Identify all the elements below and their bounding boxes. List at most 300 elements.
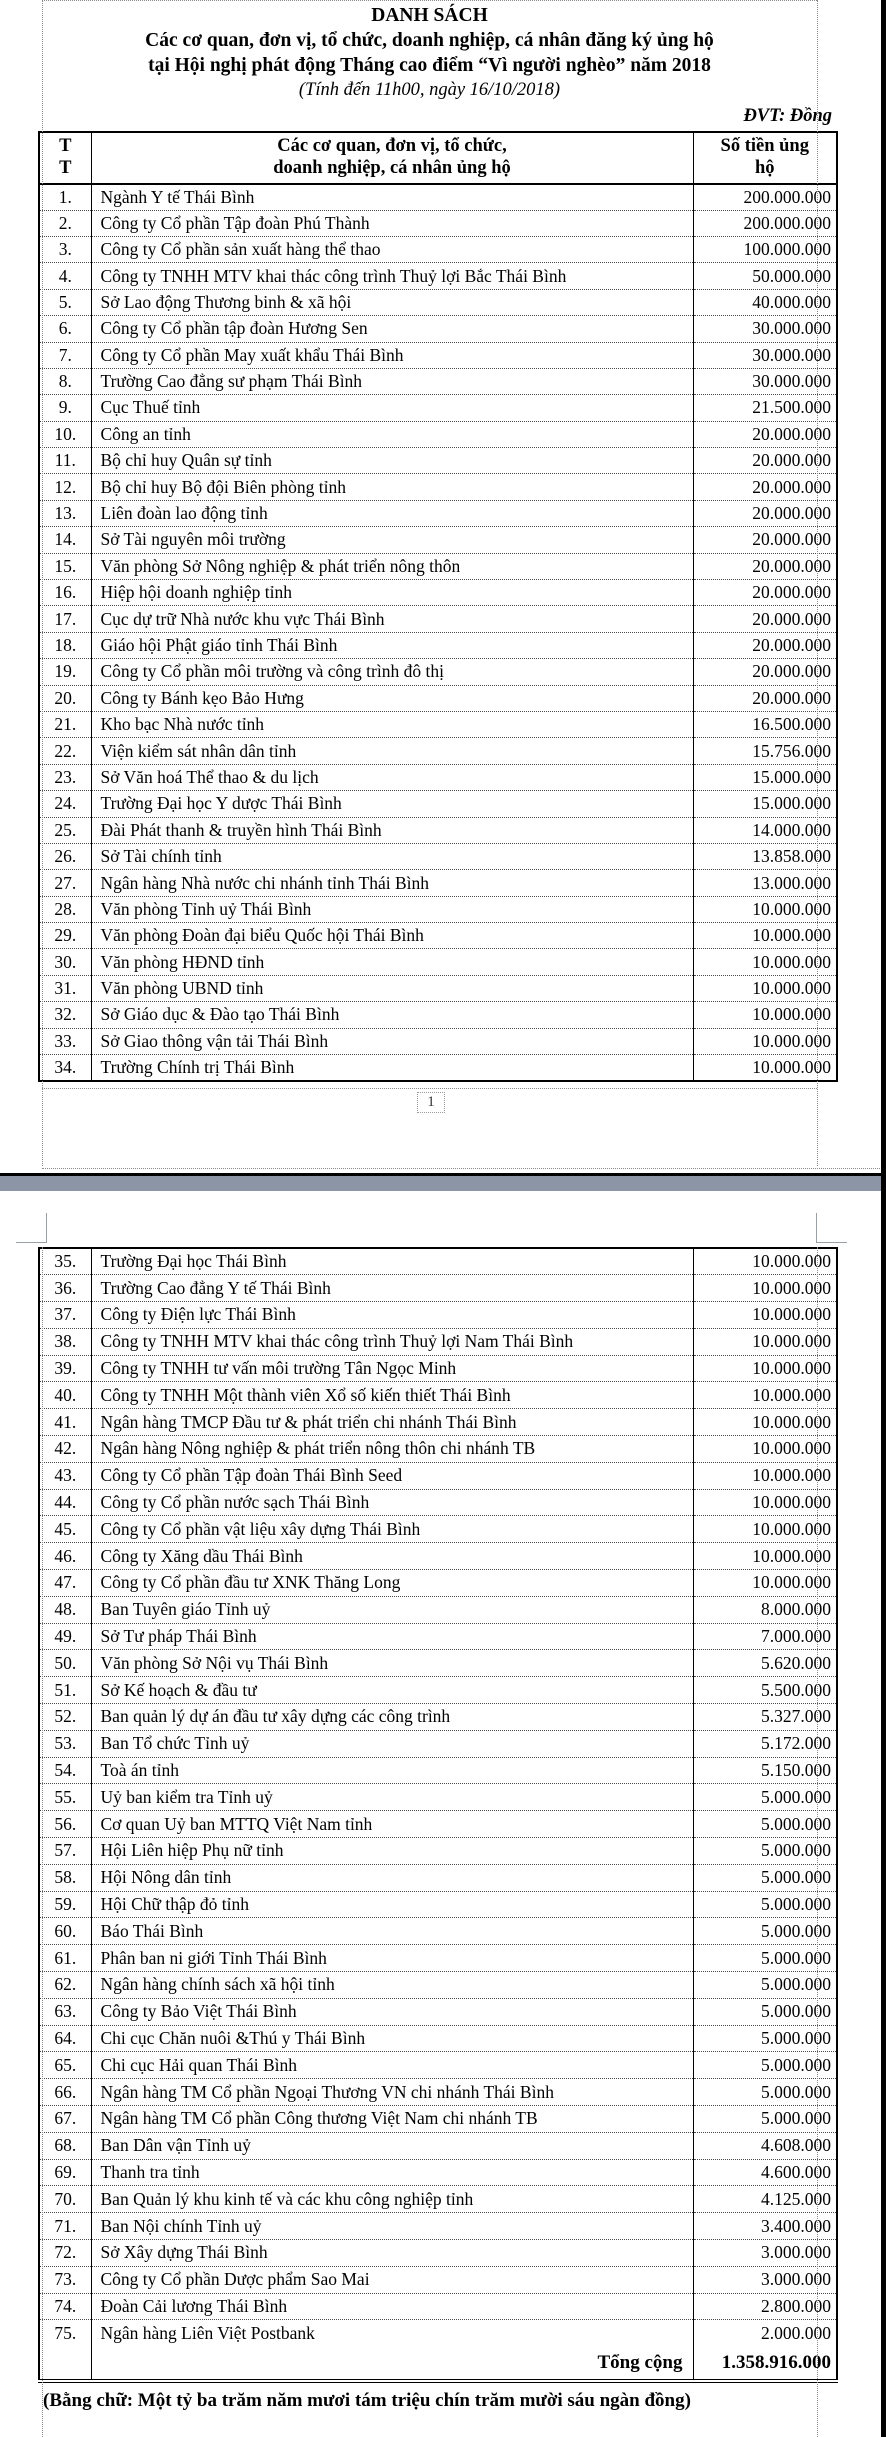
row-donor-name: Ngành Y tế Thái Bình [91,184,693,210]
table-row [39,289,837,315]
row-number: 75. [39,2320,91,2347]
row-amount: 16.500.000 [693,711,837,737]
row-amount: 5.620.000 [693,1650,837,1677]
table-row [39,1462,837,1489]
row-donor-name: Công ty Cổ phần vật liệu xây dựng Thái Bình [91,1516,693,1543]
row-donor-name: Công ty TNHH MTV khai thác công trình Thuỷ lợi Bắc Thái Bình [91,263,693,289]
table-row [39,1355,837,1382]
row-amount: 10.000.000 [693,1462,837,1489]
row-number: 3. [39,236,91,262]
text-boundary-right [817,0,818,1166]
row-number: 9. [39,395,91,421]
row-donor-name: Kho bạc Nhà nước tỉnh [91,711,693,737]
row-donor-name: Công ty Cổ phần môi trường và công trình đô thị [91,659,693,685]
row-donor-name: Uỷ ban kiểm tra Tỉnh uỷ [91,1784,693,1811]
table-row [39,2159,837,2186]
table-row [39,1650,837,1677]
row-donor-name: Ban Nội chính Tỉnh uỷ [91,2213,693,2240]
row-donor-name: Công ty TNHH Một thành viên Xổ số kiến thiết Thái Bình [91,1382,693,1409]
table-row [39,1998,837,2025]
row-number: 47. [39,1570,91,1597]
row-number: 32. [39,1002,91,1028]
row-amount: 2.000.000 [693,2320,837,2347]
row-donor-name: Liên đoàn lao động tỉnh [91,500,693,526]
row-amount: 10.000.000 [693,1055,837,1081]
row-number: 56. [39,1811,91,1838]
table-row [39,2266,837,2293]
table-row [39,1248,837,1275]
row-amount: 5.000.000 [693,2052,837,2079]
table-row [39,1677,837,1704]
table-row [39,843,837,869]
table-row [39,791,837,817]
table-row [39,1570,837,1597]
row-number: 12. [39,474,91,500]
row-donor-name: Văn phòng Sở Nông nghiệp & phát triển nông thôn [91,553,693,579]
row-amount: 5.000.000 [693,1998,837,2025]
crop-mark-left-vertical [46,1213,47,1243]
row-number: 34. [39,1055,91,1081]
row-number: 73. [39,2266,91,2293]
row-donor-name: Ban Tổ chức Tỉnh uỷ [91,1730,693,1757]
row-donor-name: Viện kiểm sát nhân dân tỉnh [91,738,693,764]
row-number: 2. [39,210,91,236]
row-number: 48. [39,1596,91,1623]
row-number: 74. [39,2293,91,2320]
row-donor-name: Phân ban ni giới Tỉnh Thái Bình [91,1945,693,1972]
table-row [39,896,837,922]
row-donor-name: Công ty Cổ phần tập đoàn Hương Sen [91,316,693,342]
row-number: 18. [39,632,91,658]
table-row [39,764,837,790]
document-title-block [42,3,817,103]
row-number: 38. [39,1328,91,1355]
row-donor-name: Cục Thuế tỉnh [91,395,693,421]
row-donor-name: Công ty Bánh kẹo Bảo Hưng [91,685,693,711]
row-number: 58. [39,1864,91,1891]
row-donor-name: Ban quản lý dự án đầu tư xây dựng các công trình [91,1704,693,1731]
total-amount: 1.358.916.000 [693,2347,837,2381]
row-donor-name: Ngân hàng Nông nghiệp & phát triển nông thôn chi nhánh TB [91,1436,693,1463]
header-stt: T T [39,132,91,184]
row-number: 5. [39,289,91,315]
row-amount: 4.608.000 [693,2132,837,2159]
row-number: 49. [39,1623,91,1650]
table-row [39,1028,837,1054]
row-donor-name: Bộ chỉ huy Quân sự tỉnh [91,448,693,474]
row-amount: 10.000.000 [693,1409,837,1436]
row-number: 68. [39,2132,91,2159]
row-number: 69. [39,2159,91,2186]
table-row [39,659,837,685]
table-body-page1 [39,184,837,1081]
row-number: 62. [39,1972,91,1999]
table-row [39,1055,837,1081]
text-boundary-left [42,1247,43,2437]
row-donor-name: Công ty Cổ phần Dược phẩm Sao Mai [91,2266,693,2293]
row-amount: 10.000.000 [693,1002,837,1028]
row-amount: 2.800.000 [693,2293,837,2320]
header-amount: Số tiền ủng hộ [693,132,837,184]
row-donor-name: Văn phòng Sở Nội vụ Thái Bình [91,1650,693,1677]
table-row [39,923,837,949]
row-number: 54. [39,1757,91,1784]
table-row [39,1623,837,1650]
table-row [39,2079,837,2106]
row-donor-name: Công ty Cổ phần đầu tư XNK Thăng Long [91,1570,693,1597]
text-boundary-top [42,0,817,1]
table-row [39,474,837,500]
row-amount: 10.000.000 [693,1248,837,1275]
row-number: 46. [39,1543,91,1570]
row-number: 26. [39,843,91,869]
row-donor-name: Sở Xây dựng Thái Bình [91,2239,693,2266]
row-number: 59. [39,1891,91,1918]
row-donor-name: Sở Giao thông vận tải Thái Bình [91,1028,693,1054]
table-row [39,1730,837,1757]
row-amount: 3.000.000 [693,2239,837,2266]
doc-subtitle-line2: tại Hội nghị phát động Tháng cao điểm “Vì người nghèo” năm 2018 [148,55,711,76]
row-amount: 10.000.000 [693,923,837,949]
row-amount: 5.000.000 [693,1972,837,1999]
row-amount: 5.000.000 [693,1891,837,1918]
donation-table-page2 [38,1247,838,2383]
row-donor-name: Công ty Xăng dầu Thái Bình [91,1543,693,1570]
row-amount: 20.000.000 [693,580,837,606]
header-donor-name: Các cơ quan, đơn vị, tổ chức, doanh nghiệp, cá nhân ủng hộ [91,132,693,184]
row-number: 27. [39,870,91,896]
table-row [39,236,837,262]
total-label: Tổng cộng [91,2347,693,2381]
unit-note: ĐVT: Đồng [743,106,832,126]
row-donor-name: Công ty Bảo Việt Thái Bình [91,1998,693,2025]
row-number: 15. [39,553,91,579]
row-amount: 7.000.000 [693,1623,837,1650]
table-row [39,1757,837,1784]
row-donor-name: Ngân hàng TM Cổ phần Ngoại Thương VN chi nhánh Thái Bình [91,2079,693,2106]
row-number: 43. [39,1462,91,1489]
table-row [39,2320,837,2347]
row-donor-name: Ngân hàng chính sách xã hội tỉnh [91,1972,693,1999]
row-donor-name: Cục dự trữ Nhà nước khu vực Thái Bình [91,606,693,632]
row-donor-name: Hội Chữ thập đỏ tỉnh [91,1891,693,1918]
row-number: 61. [39,1945,91,1972]
table-row [39,1918,837,1945]
row-number: 64. [39,2025,91,2052]
table-row [39,184,837,210]
row-amount: 200.000.000 [693,210,837,236]
row-amount: 20.000.000 [693,421,837,447]
table-row [39,1596,837,1623]
table-row [39,448,837,474]
table-row [39,1516,837,1543]
table-row [39,1302,837,1329]
row-number: 33. [39,1028,91,1054]
row-amount: 5.000.000 [693,1918,837,1945]
row-amount: 5.500.000 [693,1677,837,1704]
row-number: 6. [39,316,91,342]
row-amount: 13.858.000 [693,843,837,869]
row-number: 28. [39,896,91,922]
row-amount: 5.000.000 [693,1838,837,1865]
row-amount: 8.000.000 [693,1596,837,1623]
row-donor-name: Văn phòng UBND tỉnh [91,975,693,1001]
table-row [39,817,837,843]
row-donor-name: Trường Chính trị Thái Bình [91,1055,693,1081]
row-donor-name: Sở Tư pháp Thái Bình [91,1623,693,1650]
row-number: 20. [39,685,91,711]
row-number: 21. [39,711,91,737]
row-amount: 10.000.000 [693,1302,837,1329]
row-number: 41. [39,1409,91,1436]
row-donor-name: Ngân hàng TM Cổ phần Công thương Việt Nam chi nhánh TB [91,2106,693,2133]
row-amount: 5.327.000 [693,1704,837,1731]
page-bottom-boundary [42,1168,886,1169]
table-row [39,342,837,368]
row-amount: 3.400.000 [693,2213,837,2240]
row-amount: 10.000.000 [693,1382,837,1409]
total-empty-cell [39,2347,91,2381]
row-amount: 200.000.000 [693,184,837,210]
row-donor-name: Sở Tài chính tỉnh [91,843,693,869]
crop-mark-right-horizontal [817,1242,847,1243]
row-amount: 21.500.000 [693,395,837,421]
row-number: 1. [58,186,72,207]
crop-mark-left-horizontal [16,1242,46,1243]
row-amount: 10.000.000 [693,1543,837,1570]
row-number: 30. [39,949,91,975]
row-number: 72. [39,2239,91,2266]
text-boundary-bottom [42,1088,817,1089]
page-right-edge-shadow [881,0,886,2437]
row-amount: 30.000.000 [693,368,837,394]
row-donor-name: Văn phòng Tỉnh uỷ Thái Bình [91,896,693,922]
table-row [39,368,837,394]
row-number: 71. [39,2213,91,2240]
row-number: 8. [39,368,91,394]
row-amount: 5.172.000 [693,1730,837,1757]
row-amount: 10.000.000 [693,975,837,1001]
row-number: 19. [39,659,91,685]
row-amount: 5.000.000 [693,1864,837,1891]
row-donor-name: Công ty TNHH MTV khai thác công trình Thuỷ lợi Nam Thái Bình [91,1328,693,1355]
row-amount: 10.000.000 [693,1328,837,1355]
row-number: 51. [39,1677,91,1704]
table-row [39,1704,837,1731]
row-donor-name: Toà án tỉnh [91,1757,693,1784]
row-donor-name: Ngân hàng Liên Việt Postbank [91,2320,693,2347]
row-number: 65. [39,2052,91,2079]
row-donor-name: Ban Dân vận Tỉnh uỷ [91,2132,693,2159]
row-number: 55. [39,1784,91,1811]
row-donor-name: Sở Văn hoá Thể thao & du lịch [91,764,693,790]
row-donor-name: Đài Phát thanh & truyền hình Thái Bình [91,817,693,843]
row-number: 22. [39,738,91,764]
row-donor-name: Ngân hàng TMCP Đầu tư & phát triển chi nhánh Thái Bình [91,1409,693,1436]
row-donor-name: Sở Giáo dục & Đào tạo Thái Bình [91,1002,693,1028]
doc-title: DANH SÁCH [371,5,488,26]
row-amount: 5.000.000 [693,1811,837,1838]
row-donor-name: Đoàn Cải lương Thái Bình [91,2293,693,2320]
row-donor-name: Ngân hàng Nhà nước chi nhánh tỉnh Thái Bình [91,870,693,896]
table-row [39,263,837,289]
row-amount: 20.000.000 [693,500,837,526]
row-number: 4. [39,263,91,289]
row-donor-name: Chi cục Chăn nuôi &Thú y Thái Bình [91,2025,693,2052]
row-amount: 100.000.000 [693,236,837,262]
row-amount: 20.000.000 [693,474,837,500]
row-amount: 20.000.000 [693,527,837,553]
row-donor-name: Hội Nông dân tỉnh [91,1864,693,1891]
table-row [39,632,837,658]
table-row [39,2025,837,2052]
page-2 [0,1191,886,2437]
row-amount: 10.000.000 [693,1275,837,1302]
row-number: 45. [39,1516,91,1543]
row-donor-name: Thanh tra tỉnh [91,2159,693,2186]
row-number: 7. [39,342,91,368]
table-row [39,949,837,975]
row-number: 39. [39,1355,91,1382]
row-amount: 15.000.000 [693,764,837,790]
table-row [39,1436,837,1463]
row-number: 66. [39,2079,91,2106]
row-number: 67. [39,2106,91,2133]
row-number: 16. [39,580,91,606]
row-number: 52. [39,1704,91,1731]
row-amount: 20.000.000 [693,448,837,474]
row-amount: 5.000.000 [693,2079,837,2106]
table-row [39,2052,837,2079]
row-amount: 20.000.000 [693,659,837,685]
row-number: 24. [39,791,91,817]
row-amount: 3.000.000 [693,2266,837,2293]
row-number: 36. [39,1275,91,1302]
row-amount: 20.000.000 [693,553,837,579]
row-amount: 50.000.000 [693,263,837,289]
table-row [39,210,837,236]
row-number: 35. [54,1251,77,1272]
row-donor-name: Trường Cao đẳng Y tế Thái Bình [91,1275,693,1302]
row-donor-name: Ban Tuyên giáo Tỉnh uỷ [91,1596,693,1623]
total-row [39,2347,837,2381]
row-donor-name: Văn phòng HĐND tỉnh [91,949,693,975]
table-row [39,1838,837,1865]
table-row [39,2293,837,2320]
table-row [39,2239,837,2266]
row-number: 44. [39,1489,91,1516]
table-row [39,975,837,1001]
row-amount: 10.000.000 [693,1570,837,1597]
table-row [39,316,837,342]
row-amount: 15.000.000 [693,791,837,817]
row-number: 14. [39,527,91,553]
table-row [39,1409,837,1436]
row-amount: 30.000.000 [693,316,837,342]
text-boundary-right [817,1247,818,2437]
row-number: 60. [39,1918,91,1945]
row-donor-name: Báo Thái Bình [91,1918,693,1945]
row-donor-name: Công ty Cổ phần sản xuất hàng thể thao [91,236,693,262]
page-number: 1 [417,1092,445,1113]
table-row [39,1275,837,1302]
row-donor-name: Trường Cao đẳng sư phạm Thái Bình [91,368,693,394]
table-header [39,132,837,184]
row-number: 63. [39,1998,91,2025]
row-donor-name: Cơ quan Uỷ ban MTTQ Việt Nam tỉnh [91,1811,693,1838]
table-row [39,1382,837,1409]
doc-date-note: (Tính đến 11h00, ngày 16/10/2018) [298,80,561,100]
donation-table-page1 [38,131,838,1082]
row-number: 53. [39,1730,91,1757]
row-donor-name: Công an tỉnh [91,421,693,447]
table-row [39,1945,837,1972]
row-number: 70. [39,2186,91,2213]
row-donor-name: Công ty TNHH tư vấn môi trường Tân Ngọc Minh [91,1355,693,1382]
table-row [39,580,837,606]
table-row [39,1784,837,1811]
table-row [39,685,837,711]
row-donor-name: Sở Tài nguyên môi trường [91,527,693,553]
row-donor-name: Trường Đại học Y dược Thái Bình [91,791,693,817]
row-amount: 10.000.000 [693,1028,837,1054]
table-row [39,870,837,896]
row-donor-name: Công ty Cổ phần Tập đoàn Phú Thành [91,210,693,236]
table-body-page2 [39,1248,837,2347]
row-donor-name: Bộ chỉ huy Bộ đội Biên phòng tỉnh [91,474,693,500]
table-row [39,421,837,447]
table-row [39,606,837,632]
row-amount: 10.000.000 [693,1355,837,1382]
table-row [39,1328,837,1355]
row-number: 25. [39,817,91,843]
row-number: 10. [39,421,91,447]
row-number: 11. [39,448,91,474]
row-amount: 10.000.000 [693,896,837,922]
table-row [39,395,837,421]
page-separator [0,1176,886,1192]
row-amount: 20.000.000 [693,632,837,658]
row-number: 37. [39,1302,91,1329]
row-donor-name: Văn phòng Đoàn đại biểu Quốc hội Thái Bình [91,923,693,949]
page-1 [0,0,886,1173]
row-number: 13. [39,500,91,526]
amount-in-words: (Bằng chữ: Một tỷ ba trăm năm mươi tám triệu chín trăm mười sáu ngàn đồng) [43,2389,691,2411]
row-amount: 40.000.000 [693,289,837,315]
row-donor-name: Công ty Điện lực Thái Bình [91,1302,693,1329]
row-donor-name: Sở Kế hoạch & đầu tư [91,1677,693,1704]
row-number: 42. [39,1436,91,1463]
row-donor-name: Giáo hội Phật giáo tỉnh Thái Bình [91,632,693,658]
table-row [39,500,837,526]
row-donor-name: Công ty Cổ phần Tập đoàn Thái Bình Seed [91,1462,693,1489]
row-amount: 5.000.000 [693,1945,837,1972]
table-row [39,711,837,737]
row-number: 23. [39,764,91,790]
row-amount: 13.000.000 [693,870,837,896]
row-donor-name: Công ty Cổ phần nước sạch Thái Bình [91,1489,693,1516]
row-donor-name: Trường Đại học Thái Bình [91,1248,693,1275]
row-amount: 10.000.000 [693,1436,837,1463]
row-amount: 14.000.000 [693,817,837,843]
row-amount: 30.000.000 [693,342,837,368]
table-row [39,527,837,553]
row-amount: 20.000.000 [693,685,837,711]
row-amount: 10.000.000 [693,949,837,975]
table-row [39,1864,837,1891]
row-amount: 5.000.000 [693,2106,837,2133]
table-row [39,553,837,579]
